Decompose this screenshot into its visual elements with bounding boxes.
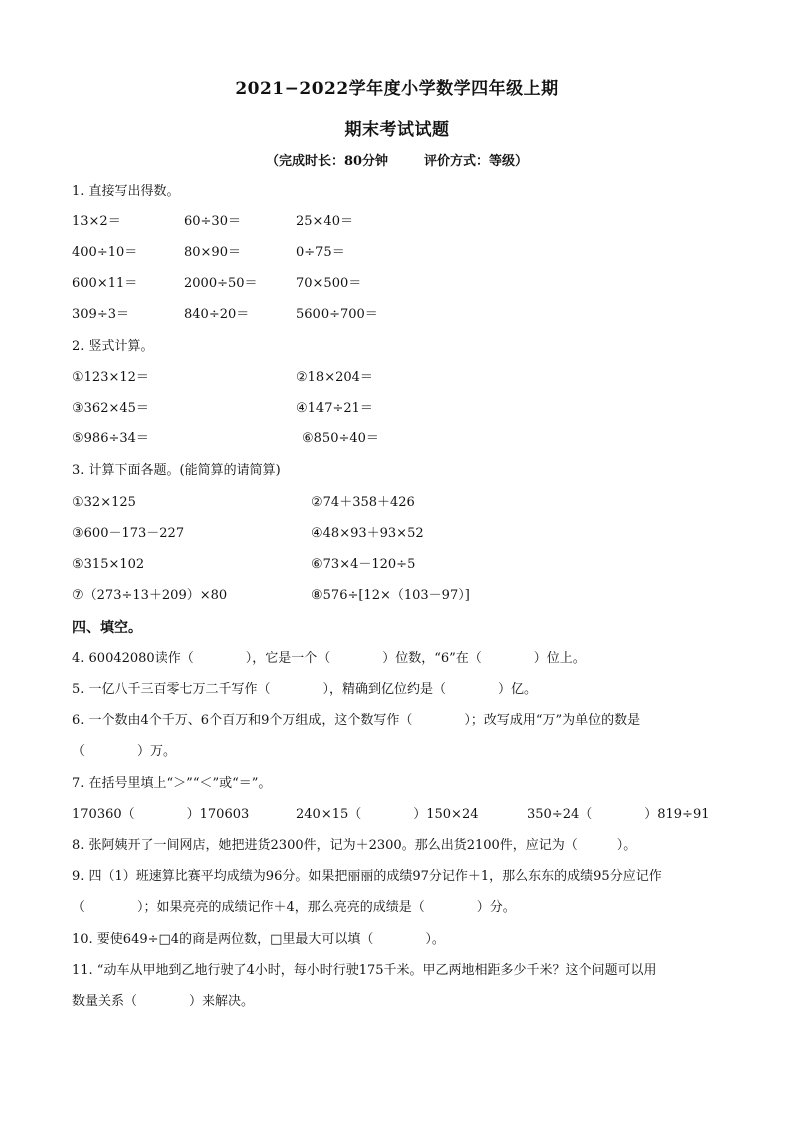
q6-text-line2: （ ）万。 <box>72 744 177 759</box>
q3-item: ④48×93＋93×52 <box>311 526 424 541</box>
q9-text-line1: 9. 四（1）班速算比赛平均成绩为96分。如果把丽丽的成绩97分记作＋1，那么东东的成绩95分应记作 <box>72 869 662 884</box>
q3-item: ⑤315×102 <box>72 557 145 572</box>
q3-item: ⑧576÷[12×（103－97）] <box>311 588 470 603</box>
q8-text: 8. 张阿姨开了一间网店，她把进货2300件，记为＋2300。那么出货2100件，应记为（ ）。 <box>72 838 637 853</box>
q10-text: 10. 要使649÷□4的商是两位数，□里最大可以填（ ）。 <box>72 932 445 947</box>
section-4-heading: 四、填空。 <box>72 620 142 636</box>
q3-item: ⑦（273÷13＋209）×80 <box>72 588 228 603</box>
q4-text: 4. 60042080读作（ ），它是一个（ ）位数，“6”在（ ）位上。 <box>72 651 586 666</box>
q2-heading: 2. 竖式计算。 <box>72 339 154 354</box>
q6-text-line1: 6. 一个数由4个千万、6个百万和9个万组成，这个数写作（ ）；改写成用“万”为单位的数是 <box>72 713 641 728</box>
q11-text-line1: 11. “动车从甲地到乙地行驶了4小时，每小时行驶175千米。甲乙两地相距多少千米？这个问题可以用 <box>72 963 657 978</box>
subtitle-duration: （完成时长：80分钟 <box>265 154 389 169</box>
q2-item: ⑥850÷40＝ <box>302 431 379 446</box>
q1-item: 600×11＝ <box>72 276 138 291</box>
q3-heading: 3. 计算下面各题。(能简算的请简算) <box>72 463 281 478</box>
q11-text-line2: 数量关系（ ）来解决。 <box>72 994 255 1009</box>
q1-item: 80×90＝ <box>184 245 241 260</box>
q2-item: ④147÷21＝ <box>296 401 373 416</box>
q1-item: 2000÷50＝ <box>184 276 258 291</box>
q1-heading: 1. 直接写出得数。 <box>72 184 180 199</box>
q1-item: 25×40＝ <box>296 214 353 229</box>
q1-item: 70×500＝ <box>296 276 362 291</box>
q3-item: ②74＋358＋426 <box>311 495 415 510</box>
q1-item: 0÷75＝ <box>296 245 345 260</box>
q2-item: ②18×204＝ <box>296 370 373 385</box>
q1-item: 840÷20＝ <box>184 307 250 322</box>
q2-item: ③362×45＝ <box>72 401 149 416</box>
subtitle-grading: 评价方式：等级） <box>424 154 529 169</box>
q1-item: 309÷3＝ <box>72 307 129 322</box>
q3-item: ③600－173－227 <box>72 526 185 541</box>
q3-item: ⑥73×4－120÷5 <box>311 557 416 572</box>
q7-heading: 7. 在括号里填上“＞”“＜”或“＝”。 <box>72 776 272 791</box>
q1-item: 400÷10＝ <box>72 245 138 260</box>
q2-item: ⑤986÷34＝ <box>72 431 149 446</box>
q1-item: 13×2＝ <box>72 214 121 229</box>
q7-item: 170360（ ）170603 <box>72 807 250 822</box>
q7-item: 240×15（ ）150×24 <box>296 807 479 822</box>
q9-text-line2: （ ）；如果亮亮的成绩记作＋4，那么亮亮的成绩是（ ）分。 <box>72 900 516 915</box>
q7-item: 350÷24（ ）819÷91 <box>527 807 710 822</box>
q1-item: 60÷30＝ <box>184 214 241 229</box>
q5-text: 5. 一亿八千三百零七万二千写作（ ），精确到亿位约是（ ）亿。 <box>72 682 538 697</box>
q2-item: ①123×12＝ <box>72 370 149 385</box>
exam-title-line1: 2021−2022学年度小学数学四年级上期 <box>235 79 559 99</box>
q1-item: 5600÷700＝ <box>296 307 378 322</box>
q3-item: ①32×125 <box>72 495 136 510</box>
exam-title-line2: 期末考试试题 <box>344 120 450 140</box>
exam-subtitle <box>0 150 794 169</box>
